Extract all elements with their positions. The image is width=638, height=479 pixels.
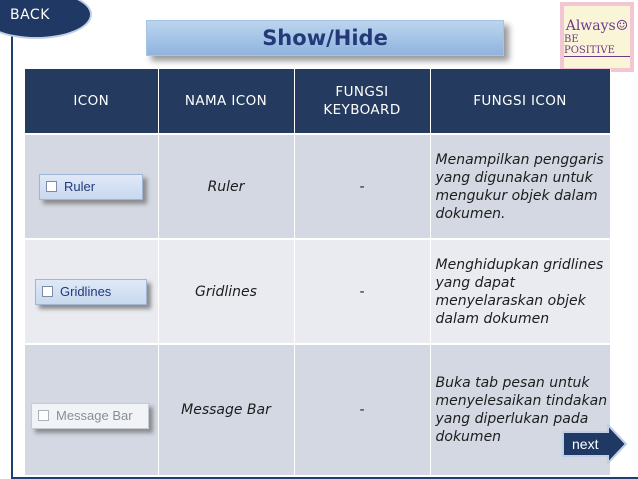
badge-line1: Always☺	[565, 17, 629, 34]
message-bar-checkbox-label: Message Bar	[56, 408, 133, 423]
table-row	[25, 134, 610, 239]
table-row	[25, 239, 610, 344]
cell-key: -	[294, 134, 430, 239]
header-icon: ICON	[25, 69, 158, 134]
checkbox-icon	[38, 410, 49, 421]
cell-icon	[25, 344, 158, 475]
page-title: Show/Hide	[146, 20, 504, 56]
gridlines-checkbox-label: Gridlines	[60, 284, 112, 299]
table-header-row	[25, 69, 610, 134]
checkbox-icon	[42, 286, 53, 297]
cell-icon	[25, 239, 158, 344]
cell-icon	[25, 134, 158, 239]
cell-name: Message Bar	[158, 344, 294, 475]
next-button[interactable]	[562, 424, 628, 464]
cell-key: -	[294, 239, 430, 344]
header-fungsi-icon: FUNGSI ICON	[430, 69, 610, 134]
badge-line2: BE POSITIVE	[564, 34, 630, 57]
cell-desc: Menampilkan penggaris yang digunakan untuk mengukur objek dalam dokumen.	[430, 134, 610, 239]
ruler-checkbox-label: Ruler	[64, 179, 96, 194]
message-bar-checkbox-icon[interactable]	[31, 403, 149, 429]
cell-name: Gridlines	[158, 239, 294, 344]
badge-inner	[564, 6, 630, 68]
header-nama-icon: NAMA ICON	[158, 69, 294, 134]
cell-desc: Menghidupkan gridlines yang dapat menyelaraskan objek dalam dokumen	[430, 239, 610, 344]
cell-key: -	[294, 344, 430, 475]
show-hide-table	[25, 69, 611, 475]
checkbox-icon	[46, 181, 57, 192]
next-button-label: next	[572, 436, 599, 452]
cell-name: Ruler	[158, 134, 294, 239]
positive-badge-image	[560, 2, 634, 72]
back-button-label: BACK	[10, 7, 50, 23]
cell-desc: Buka tab pesan untuk menyelesaikan tindakan yang diperlukan pada dokumen	[430, 344, 610, 475]
header-fungsi-keyboard: FUNGSI KEYBOARD	[294, 69, 430, 134]
frame-line-left	[11, 30, 13, 479]
gridlines-checkbox-icon[interactable]	[35, 279, 147, 305]
table-row	[25, 344, 610, 475]
ruler-checkbox-icon[interactable]	[39, 174, 143, 200]
